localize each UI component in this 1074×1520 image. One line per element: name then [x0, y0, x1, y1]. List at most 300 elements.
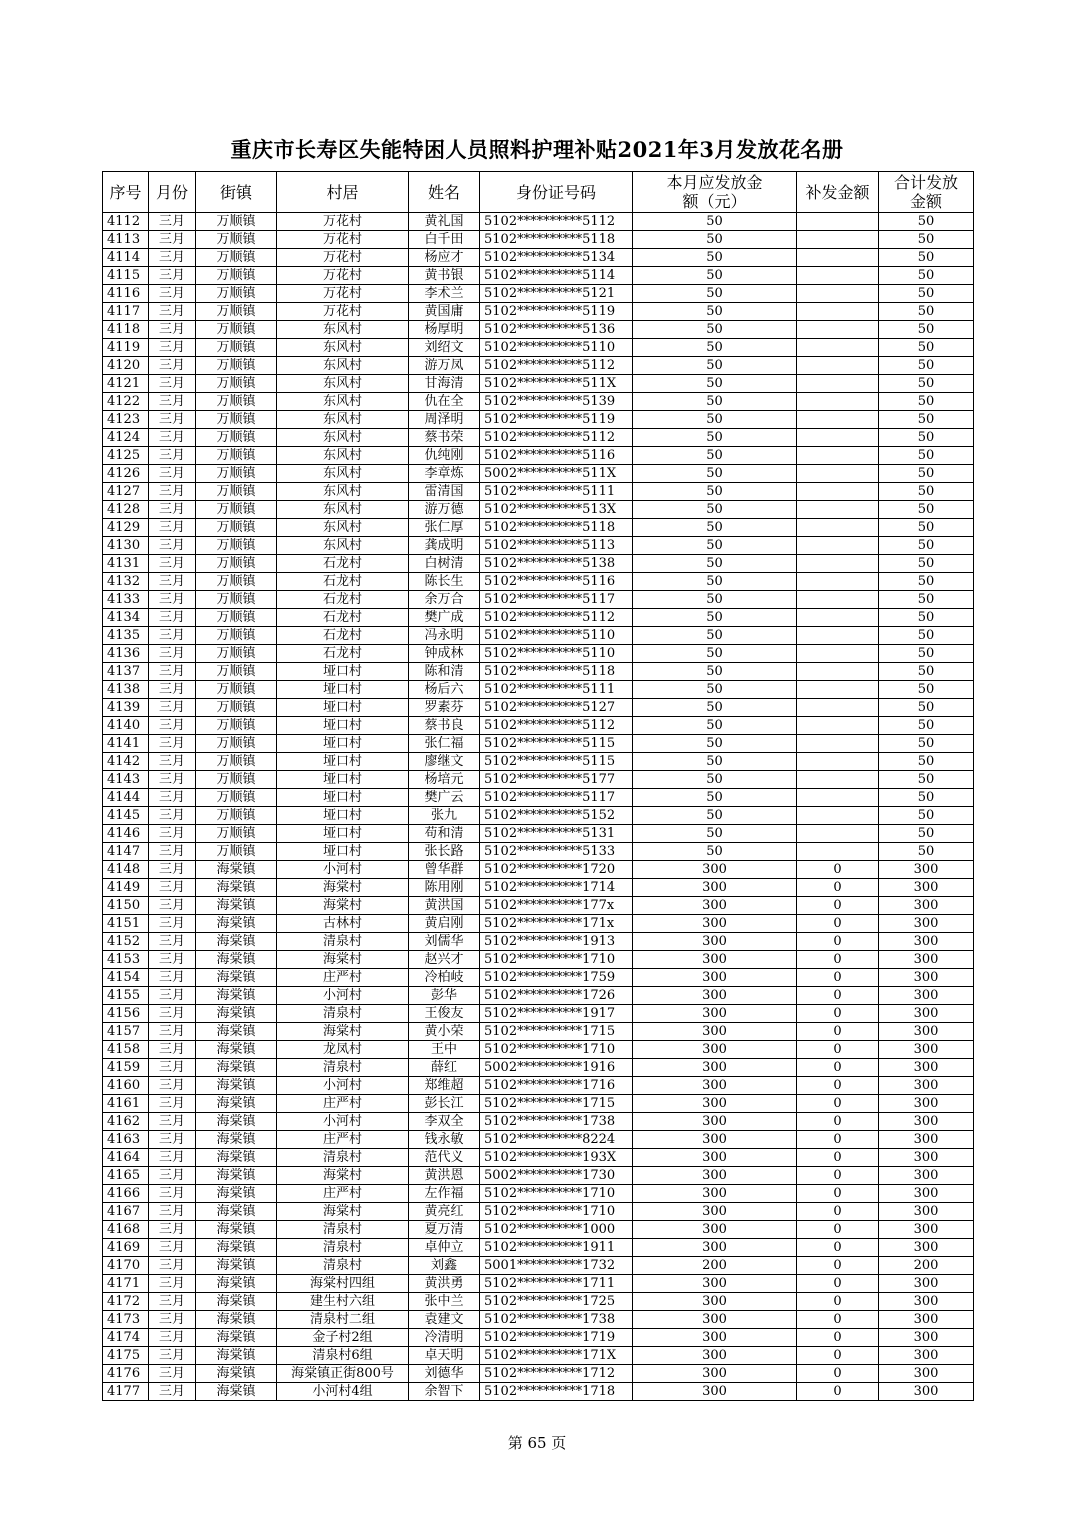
- table-cell: 5102**********5138: [480, 555, 633, 573]
- table-cell: 三月: [149, 753, 196, 771]
- table-row: [103, 1329, 974, 1347]
- table-cell: 4176: [103, 1365, 149, 1383]
- table-cell: 5102**********5110: [480, 627, 633, 645]
- table-cell: 万顺镇: [196, 555, 277, 573]
- table-cell: [797, 303, 879, 321]
- table-cell: 5102**********1719: [480, 1329, 633, 1347]
- table-cell: 300: [879, 1383, 974, 1401]
- table-cell: 万顺镇: [196, 339, 277, 357]
- table-cell: 0: [797, 915, 879, 933]
- table-cell: 50: [879, 537, 974, 555]
- table-cell: 海棠镇: [196, 1221, 277, 1239]
- table-cell: [797, 789, 879, 807]
- table-cell: 游万德: [409, 501, 480, 519]
- table-cell: 海棠村: [277, 1203, 409, 1221]
- table-cell: 王俊友: [409, 1005, 480, 1023]
- table-cell: 300: [879, 1293, 974, 1311]
- table-cell: 300: [633, 1149, 797, 1167]
- table-row: [103, 1185, 974, 1203]
- table-cell: 50: [879, 411, 974, 429]
- table-cell: 50: [633, 465, 797, 483]
- table-cell: 万顺镇: [196, 213, 277, 231]
- table-cell: 0: [797, 1221, 879, 1239]
- table-cell: 50: [879, 321, 974, 339]
- table-cell: 三月: [149, 1239, 196, 1257]
- table-cell: [797, 375, 879, 393]
- table-cell: 石龙村: [277, 645, 409, 663]
- table-cell: 白千田: [409, 231, 480, 249]
- table-cell: 三月: [149, 321, 196, 339]
- table-cell: 三月: [149, 987, 196, 1005]
- table-cell: 4142: [103, 753, 149, 771]
- table-cell: 50: [879, 231, 974, 249]
- table-cell: 5102**********5118: [480, 519, 633, 537]
- table-cell: 三月: [149, 1257, 196, 1275]
- table-cell: 三月: [149, 663, 196, 681]
- table-cell: 5102**********5121: [480, 285, 633, 303]
- table-cell: 三月: [149, 465, 196, 483]
- table-cell: 5102**********5115: [480, 735, 633, 753]
- table-cell: 4127: [103, 483, 149, 501]
- table-row: [103, 1365, 974, 1383]
- table-cell: 刘儒华: [409, 933, 480, 951]
- table-cell: 黄小荣: [409, 1023, 480, 1041]
- table-cell: 海棠镇: [196, 1383, 277, 1401]
- table-cell: 海棠镇: [196, 933, 277, 951]
- table-cell: 万顺镇: [196, 483, 277, 501]
- table-cell: [797, 735, 879, 753]
- table-cell: 4116: [103, 285, 149, 303]
- table-cell: 小河村: [277, 861, 409, 879]
- table-cell: 龙凤村: [277, 1041, 409, 1059]
- table-cell: 海棠镇: [196, 969, 277, 987]
- table-cell: 三月: [149, 897, 196, 915]
- table-cell: 5002**********1730: [480, 1167, 633, 1185]
- table-row: [103, 1077, 974, 1095]
- table-cell: 0: [797, 1149, 879, 1167]
- table-cell: [797, 645, 879, 663]
- table-cell: 石龙村: [277, 627, 409, 645]
- table-cell: 0: [797, 951, 879, 969]
- table-cell: 50: [879, 555, 974, 573]
- table-cell: 清泉村: [277, 1005, 409, 1023]
- table-cell: 4140: [103, 717, 149, 735]
- table-cell: 4151: [103, 915, 149, 933]
- table-cell: 4119: [103, 339, 149, 357]
- table-cell: 5102**********5112: [480, 609, 633, 627]
- table-cell: 4157: [103, 1023, 149, 1041]
- table-cell: 三月: [149, 231, 196, 249]
- table-cell: 50: [879, 681, 974, 699]
- table-cell: 杨应才: [409, 249, 480, 267]
- table-cell: 4149: [103, 879, 149, 897]
- table-cell: 卓天明: [409, 1347, 480, 1365]
- table-cell: 50: [879, 213, 974, 231]
- table-cell: 海棠镇: [196, 1149, 277, 1167]
- table-cell: 垭口村: [277, 843, 409, 861]
- table-cell: 三月: [149, 1383, 196, 1401]
- table-cell: 垭口村: [277, 825, 409, 843]
- table-cell: 0: [797, 879, 879, 897]
- table-row: [103, 447, 974, 465]
- table-cell: 4130: [103, 537, 149, 555]
- table-cell: 300: [879, 1365, 974, 1383]
- table-cell: 三月: [149, 375, 196, 393]
- table-cell: 5102**********1759: [480, 969, 633, 987]
- table-cell: 300: [879, 1131, 974, 1149]
- table-cell: 垭口村: [277, 699, 409, 717]
- table-cell: [797, 681, 879, 699]
- table-cell: 黄洪恩: [409, 1167, 480, 1185]
- header-cell: 村居: [277, 172, 409, 213]
- table-row: [103, 321, 974, 339]
- table-cell: 海棠镇: [196, 1257, 277, 1275]
- table-cell: 300: [879, 1023, 974, 1041]
- table-cell: 4132: [103, 573, 149, 591]
- table-cell: 三月: [149, 357, 196, 375]
- table-cell: 5102**********5116: [480, 447, 633, 465]
- table-cell: 50: [879, 393, 974, 411]
- table-cell: 50: [879, 699, 974, 717]
- table-cell: 三月: [149, 591, 196, 609]
- table-cell: 三月: [149, 609, 196, 627]
- table-cell: 万顺镇: [196, 447, 277, 465]
- table-cell: [797, 843, 879, 861]
- table-cell: 仇在全: [409, 393, 480, 411]
- table-cell: 50: [879, 285, 974, 303]
- table-cell: 5102**********5118: [480, 663, 633, 681]
- table-cell: 卓仲立: [409, 1239, 480, 1257]
- table-cell: 5102**********5110: [480, 645, 633, 663]
- table-cell: 300: [879, 1041, 974, 1059]
- table-cell: 5102**********513X: [480, 501, 633, 519]
- table-cell: 垭口村: [277, 789, 409, 807]
- table-cell: 万顺镇: [196, 591, 277, 609]
- table-cell: 王中: [409, 1041, 480, 1059]
- table-cell: 4126: [103, 465, 149, 483]
- table-cell: 300: [633, 915, 797, 933]
- table-cell: 东风村: [277, 483, 409, 501]
- table-row: [103, 735, 974, 753]
- table-row: [103, 573, 974, 591]
- table-cell: 50: [879, 807, 974, 825]
- table-cell: 余智下: [409, 1383, 480, 1401]
- table-cell: 50: [633, 501, 797, 519]
- table-cell: 三月: [149, 411, 196, 429]
- table-cell: 海棠镇: [196, 1347, 277, 1365]
- table-cell: 杨培元: [409, 771, 480, 789]
- table-cell: 4123: [103, 411, 149, 429]
- table-cell: 万花村: [277, 267, 409, 285]
- table-cell: 4148: [103, 861, 149, 879]
- table-cell: 蔡书荣: [409, 429, 480, 447]
- table-cell: 4155: [103, 987, 149, 1005]
- table-cell: 万顺镇: [196, 699, 277, 717]
- table-row: [103, 1221, 974, 1239]
- table-cell: 冷清明: [409, 1329, 480, 1347]
- table-row: [103, 1167, 974, 1185]
- table-cell: 5102**********171X: [480, 1347, 633, 1365]
- table-cell: 50: [633, 303, 797, 321]
- table-cell: 4164: [103, 1149, 149, 1167]
- table-cell: 300: [879, 951, 974, 969]
- table-row: [103, 843, 974, 861]
- table-cell: 0: [797, 1059, 879, 1077]
- table-cell: 余万合: [409, 591, 480, 609]
- table-cell: 300: [879, 915, 974, 933]
- table-row: [103, 1005, 974, 1023]
- table-cell: 0: [797, 1113, 879, 1131]
- table-cell: 三月: [149, 393, 196, 411]
- table-cell: 海棠镇: [196, 1131, 277, 1149]
- table-cell: 300: [879, 1275, 974, 1293]
- table-cell: 万顺镇: [196, 285, 277, 303]
- table-row: [103, 771, 974, 789]
- table-cell: 4160: [103, 1077, 149, 1095]
- table-row: [103, 951, 974, 969]
- table-cell: [797, 807, 879, 825]
- table-cell: [797, 627, 879, 645]
- table-cell: 刘德华: [409, 1365, 480, 1383]
- table-cell: 三月: [149, 699, 196, 717]
- table-cell: 0: [797, 861, 879, 879]
- table-cell: 50: [879, 339, 974, 357]
- table-cell: [797, 429, 879, 447]
- table-cell: 垭口村: [277, 807, 409, 825]
- table-cell: 三月: [149, 735, 196, 753]
- table-cell: 万顺镇: [196, 375, 277, 393]
- table-row: [103, 1239, 974, 1257]
- table-cell: 300: [633, 861, 797, 879]
- table-cell: 张长路: [409, 843, 480, 861]
- table-cell: 50: [633, 717, 797, 735]
- table-cell: [797, 447, 879, 465]
- table-cell: 5102**********1716: [480, 1077, 633, 1095]
- table-cell: 海棠镇: [196, 1293, 277, 1311]
- table-cell: 海棠镇: [196, 1077, 277, 1095]
- table-cell: 5102**********5118: [480, 231, 633, 249]
- table-cell: 龚成明: [409, 537, 480, 555]
- table-cell: 0: [797, 1275, 879, 1293]
- table-cell: 陈和清: [409, 663, 480, 681]
- table-cell: 5102**********1911: [480, 1239, 633, 1257]
- table-cell: 300: [879, 933, 974, 951]
- table-cell: [797, 231, 879, 249]
- table-cell: 4150: [103, 897, 149, 915]
- table-cell: 300: [633, 1095, 797, 1113]
- table-row: [103, 1149, 974, 1167]
- table-cell: 万顺镇: [196, 465, 277, 483]
- table-cell: 4128: [103, 501, 149, 519]
- table-cell: [797, 357, 879, 375]
- table-cell: 5102**********1913: [480, 933, 633, 951]
- table-cell: 海棠镇: [196, 1023, 277, 1041]
- header-cell: 补发金额: [797, 172, 879, 213]
- table-row: [103, 1113, 974, 1131]
- table-cell: 300: [633, 1131, 797, 1149]
- table-row: [103, 1095, 974, 1113]
- table-cell: 三月: [149, 843, 196, 861]
- table-cell: 0: [797, 1365, 879, 1383]
- table-cell: 300: [633, 1059, 797, 1077]
- table-cell: 4154: [103, 969, 149, 987]
- table-cell: 三月: [149, 1311, 196, 1329]
- table-cell: 左作福: [409, 1185, 480, 1203]
- table-cell: 海棠镇: [196, 1167, 277, 1185]
- table-cell: 5102**********1715: [480, 1095, 633, 1113]
- table-cell: [797, 771, 879, 789]
- table-cell: 5102**********5116: [480, 573, 633, 591]
- table-cell: 50: [633, 699, 797, 717]
- table-cell: 5102**********5119: [480, 411, 633, 429]
- table-cell: 万顺镇: [196, 645, 277, 663]
- table-cell: 三月: [149, 1005, 196, 1023]
- table-cell: 5102**********5152: [480, 807, 633, 825]
- table-cell: 樊广成: [409, 609, 480, 627]
- table-cell: 50: [633, 411, 797, 429]
- table-cell: 50: [879, 843, 974, 861]
- table-cell: 4145: [103, 807, 149, 825]
- table-cell: 50: [633, 375, 797, 393]
- table-cell: 5102**********5112: [480, 213, 633, 231]
- table-cell: 三月: [149, 555, 196, 573]
- table-cell: 50: [633, 591, 797, 609]
- table-cell: 300: [879, 861, 974, 879]
- table-cell: 50: [633, 249, 797, 267]
- table-cell: 50: [633, 519, 797, 537]
- table-cell: 50: [633, 555, 797, 573]
- header-cell: 序号: [103, 172, 149, 213]
- table-row: [103, 501, 974, 519]
- table-cell: 范代义: [409, 1149, 480, 1167]
- table-cell: 三月: [149, 1077, 196, 1095]
- table-row: [103, 411, 974, 429]
- table-cell: 万顺镇: [196, 393, 277, 411]
- table-cell: 庄严村: [277, 1095, 409, 1113]
- table-cell: 清泉村: [277, 1059, 409, 1077]
- table-cell: 庄严村: [277, 1185, 409, 1203]
- table-cell: 4147: [103, 843, 149, 861]
- table-cell: 4141: [103, 735, 149, 753]
- table-cell: 清泉村: [277, 933, 409, 951]
- table-cell: 50: [633, 789, 797, 807]
- table-row: [103, 825, 974, 843]
- table-cell: 海棠村: [277, 1023, 409, 1041]
- table-cell: 50: [633, 339, 797, 357]
- table-cell: 东风村: [277, 465, 409, 483]
- table-cell: 4165: [103, 1167, 149, 1185]
- table-cell: 300: [633, 1347, 797, 1365]
- table-cell: 5102**********5136: [480, 321, 633, 339]
- table-cell: 三月: [149, 717, 196, 735]
- table-cell: 清泉村: [277, 1149, 409, 1167]
- table-cell: 0: [797, 1095, 879, 1113]
- table-cell: 0: [797, 1167, 879, 1185]
- table-cell: 300: [879, 1005, 974, 1023]
- table-cell: 4170: [103, 1257, 149, 1275]
- table-cell: 张中兰: [409, 1293, 480, 1311]
- table-cell: 石龙村: [277, 573, 409, 591]
- table-cell: [797, 699, 879, 717]
- table-cell: 50: [633, 825, 797, 843]
- table-cell: 雷清国: [409, 483, 480, 501]
- table-cell: 5102**********5117: [480, 591, 633, 609]
- table-cell: 周泽明: [409, 411, 480, 429]
- table-cell: 5102**********1917: [480, 1005, 633, 1023]
- table-cell: [797, 591, 879, 609]
- table-cell: 0: [797, 1257, 879, 1275]
- table-cell: 4167: [103, 1203, 149, 1221]
- table-cell: 5102**********5112: [480, 357, 633, 375]
- table-cell: 夏万清: [409, 1221, 480, 1239]
- table-cell: 白树清: [409, 555, 480, 573]
- table-row: [103, 429, 974, 447]
- table-cell: 50: [879, 519, 974, 537]
- table-cell: 300: [879, 1221, 974, 1239]
- table-cell: 海棠镇: [196, 1113, 277, 1131]
- table-cell: 张九: [409, 807, 480, 825]
- table-cell: 樊广云: [409, 789, 480, 807]
- table-cell: 苟和清: [409, 825, 480, 843]
- table-cell: [797, 465, 879, 483]
- table-cell: 300: [633, 1185, 797, 1203]
- table-cell: 300: [633, 1077, 797, 1095]
- table-cell: 刘绍文: [409, 339, 480, 357]
- table-cell: 300: [633, 969, 797, 987]
- header-cell: 本月应发放金额（元）: [633, 172, 797, 213]
- table-cell: 50: [879, 627, 974, 645]
- table-row: [103, 753, 974, 771]
- table-row: [103, 1347, 974, 1365]
- table-cell: 50: [879, 357, 974, 375]
- table-cell: 东风村: [277, 501, 409, 519]
- table-cell: 三月: [149, 573, 196, 591]
- table-cell: 三月: [149, 303, 196, 321]
- table-cell: 黄亮红: [409, 1203, 480, 1221]
- table-cell: 郑维超: [409, 1077, 480, 1095]
- table-cell: 万顺镇: [196, 753, 277, 771]
- table-cell: 东风村: [277, 321, 409, 339]
- table-cell: 4166: [103, 1185, 149, 1203]
- table-cell: 300: [633, 1311, 797, 1329]
- table-cell: 300: [879, 897, 974, 915]
- table-cell: 5102**********5115: [480, 753, 633, 771]
- table-row: [103, 789, 974, 807]
- table-cell: 小河村4组: [277, 1383, 409, 1401]
- table-cell: 50: [879, 753, 974, 771]
- table-cell: 50: [633, 843, 797, 861]
- table-cell: 万顺镇: [196, 681, 277, 699]
- table-cell: 5102**********5111: [480, 483, 633, 501]
- table-cell: 庄严村: [277, 969, 409, 987]
- table-cell: 海棠镇: [196, 951, 277, 969]
- table-cell: 三月: [149, 1059, 196, 1077]
- table-cell: 5102**********1000: [480, 1221, 633, 1239]
- table-cell: 游万凤: [409, 357, 480, 375]
- table-cell: 三月: [149, 789, 196, 807]
- table-row: [103, 555, 974, 573]
- table-cell: 5102**********5133: [480, 843, 633, 861]
- table-cell: 4163: [103, 1131, 149, 1149]
- table-cell: 三月: [149, 1365, 196, 1383]
- table-cell: 0: [797, 1203, 879, 1221]
- table-cell: 海棠村: [277, 879, 409, 897]
- table-cell: 0: [797, 1239, 879, 1257]
- table-cell: 5102**********5112: [480, 429, 633, 447]
- table-cell: 钟成林: [409, 645, 480, 663]
- table-cell: 三月: [149, 1347, 196, 1365]
- table-cell: 300: [633, 1221, 797, 1239]
